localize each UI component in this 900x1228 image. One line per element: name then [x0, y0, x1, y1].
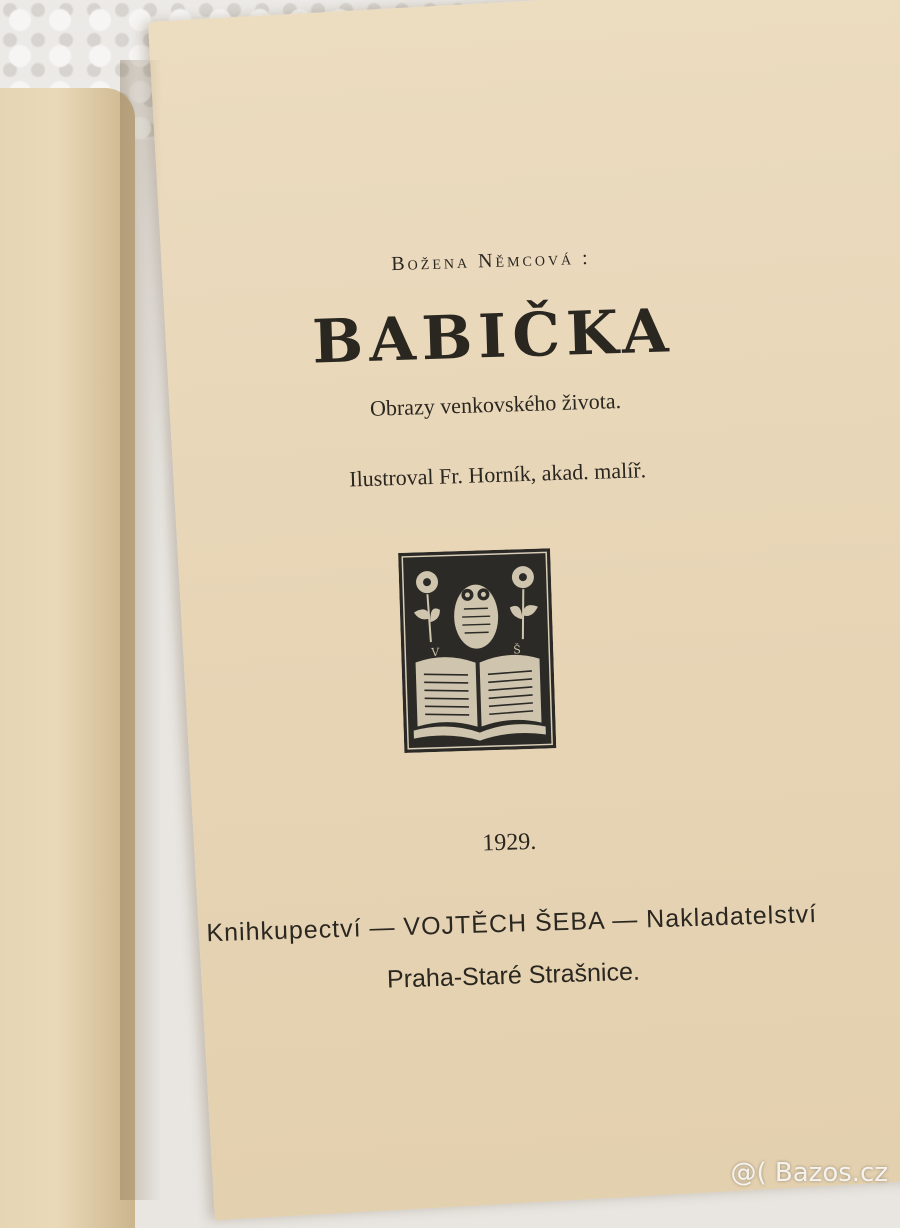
title-page-content [130, 219, 875, 1041]
publisher-place: Praha-Staré Strašnice. [386, 957, 641, 994]
bazos-watermark: @( Bazos.cz [730, 1158, 888, 1188]
book-title: BABIČKA [311, 296, 676, 378]
emblem-letter-s: Š [512, 643, 521, 657]
publisher-line: Knihkupectví — VOJTĚCH ŠEBA — Nakladatelství [206, 900, 818, 948]
author-name: Božena Němcová : [390, 246, 591, 276]
publication-year: 1929. [481, 828, 537, 857]
owl-on-open-book-emblem [398, 548, 556, 753]
book-subtitle: Obrazy venkovského života. [369, 387, 622, 421]
emblem-letter-v: V [431, 645, 440, 660]
left-page [0, 88, 135, 1228]
illustrator-credit: Ilustroval Fr. Horník, akad. malíř. [348, 457, 647, 492]
